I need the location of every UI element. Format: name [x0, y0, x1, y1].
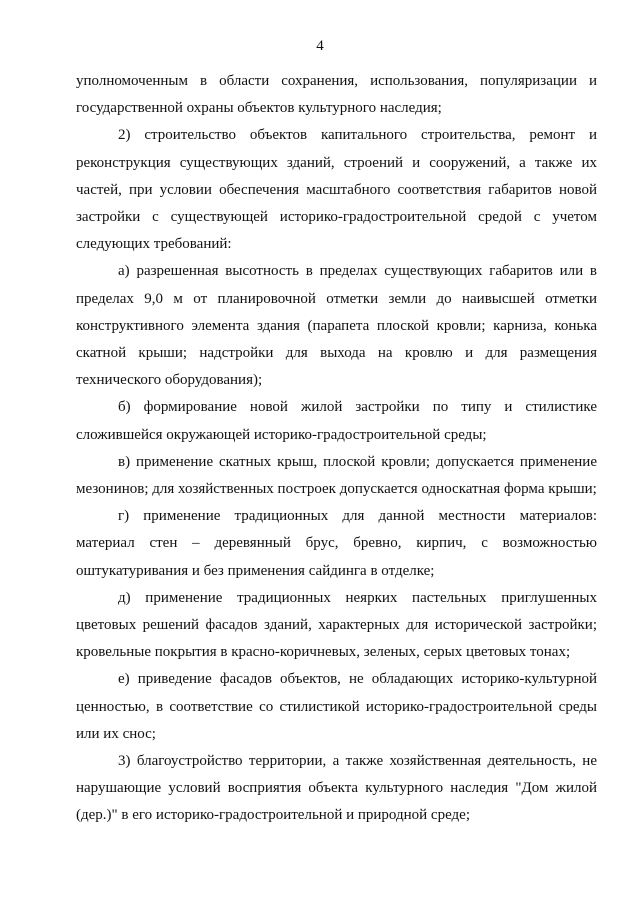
page-number: 4: [316, 38, 324, 54]
paragraph-subitem-v-roofs: в) применение скатных крыш, плоской кровли; допускается применение мезонинов; для хозяйственных построек допускается односкатная форма крыши;: [76, 453, 597, 498]
paragraph-subitem-e-facades: е) приведение фасадов объектов, не обладающих историко-культурной ценностью, в соответствие со стилистикой историко-градостроительной среды или их снос;: [76, 671, 597, 742]
paragraph-subitem-a-height: а) разрешенная высотность в пределах существующих габаритов или в пределах 9,0 м от планировочной отметки земли до наивысшей отметки конструктивного элемента здания (парапета плоской кровли; карниза, конька скатной крыши; надстройки для выхода на кровлю и для размещения технического оборудования);: [76, 263, 597, 389]
document-body: [76, 68, 597, 830]
paragraph-subitem-g-materials: г) применение традиционных для данной местности материалов: материал стен – деревянный брус, бревно, кирпич, с возможностью оштукатуривания и без применения сайдинга в отделке;: [76, 508, 597, 579]
paragraph-item-2-construction: 2) строительство объектов капитального строительства, ремонт и реконструкция существующих зданий, строений и сооружений, а также их частей, при условии обеспечения масштабного соответствия габаритов новой застройки с существующей историко-градостроительной средой с учетом следующих требований:: [76, 127, 597, 253]
paragraph-item-3-landscaping: 3) благоустройство территории, а также хозяйственная деятельность, не нарушающие условий восприятия объекта культурного наследия "Дом жилой (дер.)" в его историко-градостроительной и природной среде;: [76, 753, 597, 824]
paragraph-continuation: уполномоченным в области сохранения, использования, популяризации и государственной охраны объектов культурного наследия;: [76, 73, 597, 117]
paragraph-subitem-b-development: б) формирование новой жилой застройки по типу и стилистике сложившейся окружающей историко-градостроительной среды;: [76, 399, 597, 443]
paragraph-subitem-d-colors: д) применение традиционных неярких пастельных приглушенных цветовых решений фасадов зданий, характерных для исторической застройки; кровельные покрытия в красно-коричневых, зеленых, серых цветовых тонах;: [76, 589, 597, 661]
